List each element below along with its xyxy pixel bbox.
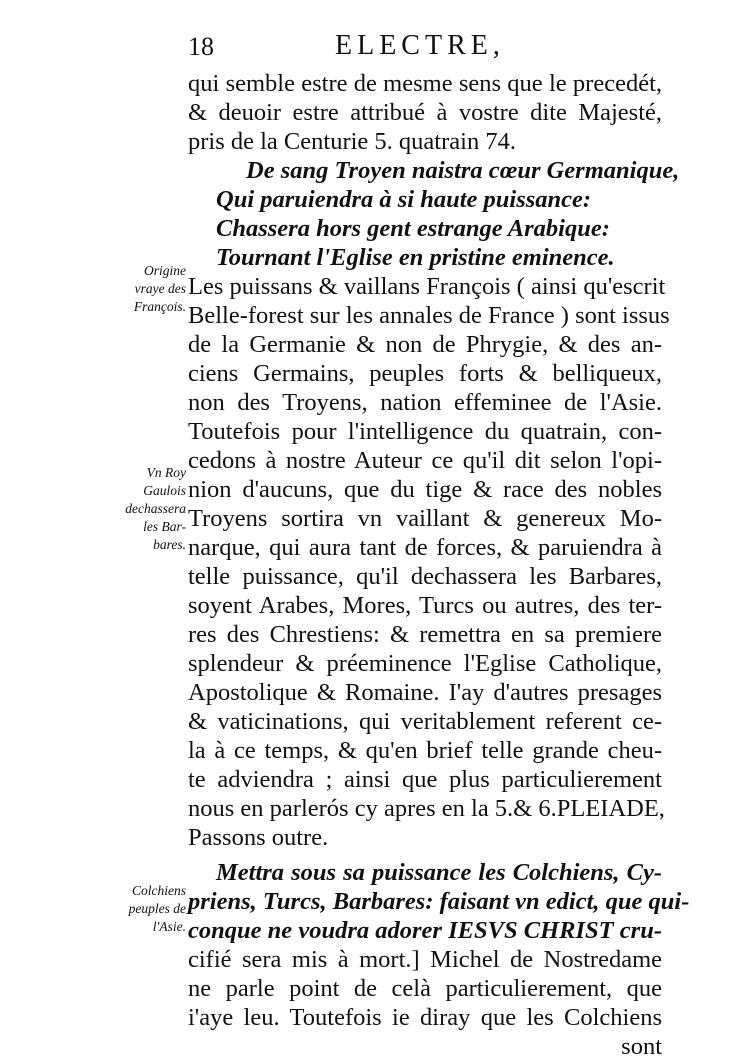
margin-note-line: Colchiens	[132, 883, 186, 898]
margin-note-line: François.	[133, 299, 186, 314]
text-line: soyent Arabes, Mores, Turcs ou autres, des ter-	[188, 592, 662, 619]
text-line: pris de la Centurie 5. quatrain 74.	[188, 128, 516, 155]
text-line: telle puissance, qu'il dechassera les Barbares,	[188, 563, 662, 590]
text-line: Apostolique & Romaine. I'ay d'autres presages	[188, 679, 662, 706]
body-text	[188, 69, 690, 1061]
text-line: de la Germanie & non de Phrygie, & des an-	[188, 331, 662, 358]
text-line: narque, qui aura tant de forces, & paruiendra à	[188, 534, 662, 561]
text-line: te adviendra ; ainsi que plus particulierement	[188, 766, 662, 793]
text-line: Les puissans & vaillans François ( ainsi qu'escrit	[188, 273, 666, 300]
verse-line: priens, Turcs, Barbares: faisant vn edict, que qui-	[188, 888, 690, 915]
margin-note-line: bares.	[153, 537, 186, 552]
text-line: Troyens sortira vn vaillant & genereux Mo-	[188, 505, 662, 532]
verse-line: De sang Troyen naistra cœur Germanique,	[246, 157, 680, 184]
margin-note-line: vraye des	[134, 281, 186, 296]
margin-note-line: les Bar-	[143, 519, 186, 534]
text-line: cedons à nostre Auteur ce qu'il dit selon l'opi-	[188, 447, 662, 474]
text-line: Toutefois pour l'intelligence du quatrain, con-	[188, 418, 662, 445]
text-line: cifié sera mis à mort.] Michel de Nostredame	[188, 946, 662, 973]
text-line: ciens Germains, peuples forts & belliqueux,	[188, 360, 662, 387]
text-line: non des Troyens, nation effeminee de l'Asie.	[188, 389, 662, 416]
margin-note-line: peuples de	[128, 901, 186, 916]
verse-line: conque ne voudra adorer IESVS CHRIST cru-	[188, 917, 662, 944]
text-line: nous en parlerós cy apres en la 5.& 6.PLEIADE,	[188, 795, 665, 822]
margin-note-line: Origine	[144, 263, 186, 278]
running-title: ELECTRE,	[335, 30, 505, 61]
margin-note-line: l'Asie.	[152, 919, 186, 934]
margin-note-colchiens	[100, 882, 186, 936]
text-line: Belle-forest sur les annales de France ) sont issus	[188, 302, 670, 329]
text-line: & vaticinations, qui veritablement referent ce-	[188, 708, 662, 735]
verse-line: Chassera hors gent estrange Arabique:	[216, 215, 610, 242]
text-line: la à ce temps, & qu'en brief telle grande cheu-	[188, 737, 662, 764]
text-line: ne parle point de celà particulierement, que	[188, 975, 662, 1002]
text-line: nion d'aucuns, que du tige & race des nobles	[188, 476, 662, 503]
margin-note-line: Vn Roy	[146, 465, 186, 480]
verse-line: Qui paruiendra à si haute puissance:	[216, 186, 592, 213]
text-line: Passons outre.	[188, 824, 329, 851]
text-line: splendeur & préeminence l'Eglise Catholique,	[188, 650, 662, 677]
margin-note-line: Gaulois	[143, 483, 186, 498]
margin-note-roy	[100, 464, 186, 554]
catchword: sont	[621, 1033, 662, 1060]
margin-note-origine	[100, 262, 186, 316]
text-line: qui semble estre de mesme sens que le precedét,	[188, 70, 662, 97]
margin-note-line: dechassera	[125, 501, 186, 516]
text-line: res des Chrestiens: & remettra en sa premiere	[188, 621, 662, 648]
text-line: i'aye leu. Toutefois ie diray que les Colchiens	[188, 1004, 662, 1031]
verse-line: Mettra sous sa puissance les Colchiens, Cy-	[216, 859, 662, 886]
verse-line: Tournant l'Eglise en pristine eminence.	[216, 244, 615, 271]
page-number: 18	[188, 32, 214, 61]
text-line: & deuoir estre attribué à vostre dite Majesté,	[188, 99, 662, 126]
